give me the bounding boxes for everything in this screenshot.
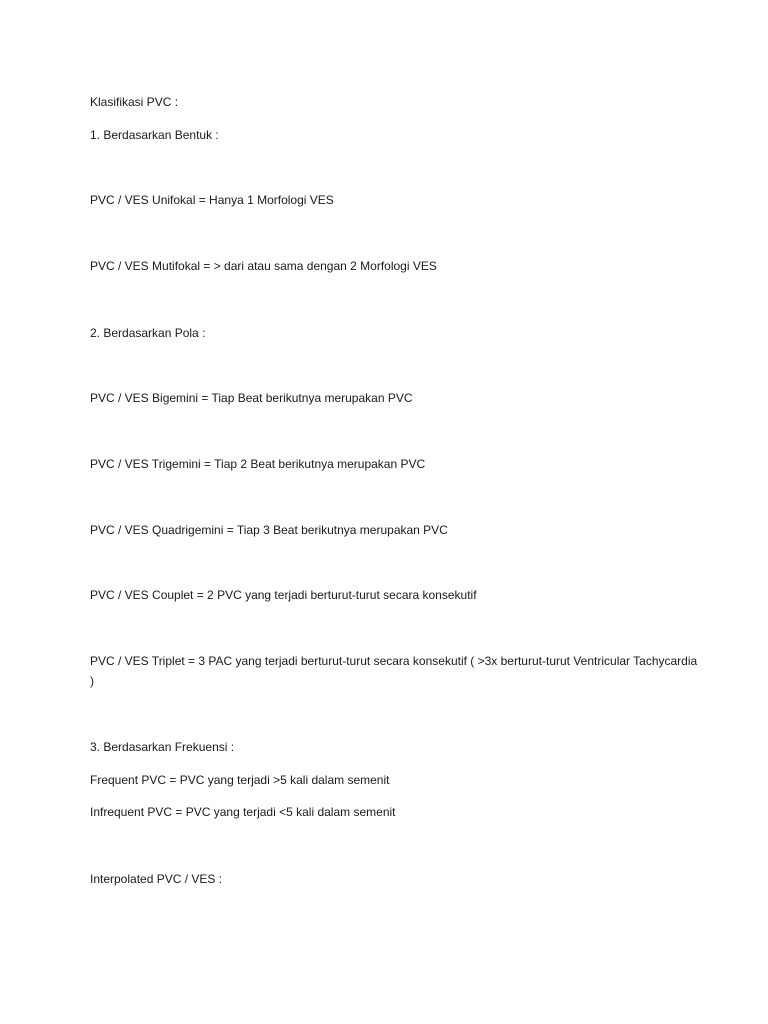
list-item: PVC / VES Trigemini = Tiap 2 Beat berikutnya merupakan PVC [90,457,426,471]
section-heading-frekuensi: 3. Berdasarkan Frekuensi : [90,740,235,754]
section-heading-bentuk: 1. Berdasarkan Bentuk : [90,128,219,142]
document-title: Klasifikasi PVC : [90,95,179,109]
section-heading-interpolated: Interpolated PVC / VES : [90,872,223,886]
list-item: Frequent PVC = PVC yang terjadi >5 kali dalam semenit [90,773,390,787]
list-item: PVC / VES Bigemini = Tiap Beat berikutnya merupakan PVC [90,391,413,405]
list-item: PVC / VES Triplet = 3 PAC yang terjadi berturut-turut secara konsekutif ( >3x berturut-turut Ventricular Tachycardia ) [90,654,698,688]
list-item: PVC / VES Unifokal = Hanya 1 Morfologi VES [90,193,334,207]
list-item: PVC / VES Mutifokal = > dari atau sama dengan 2 Morfologi VES [90,259,437,273]
section-heading-pola: 2. Berdasarkan Pola : [90,326,206,340]
list-item: PVC / VES Couplet = 2 PVC yang terjadi berturut-turut secara konsekutif [90,588,477,602]
list-item: Infrequent PVC = PVC yang terjadi <5 kali dalam semenit [90,805,396,819]
list-item: PVC / VES Quadrigemini = Tiap 3 Beat berikutnya merupakan PVC [90,523,448,537]
